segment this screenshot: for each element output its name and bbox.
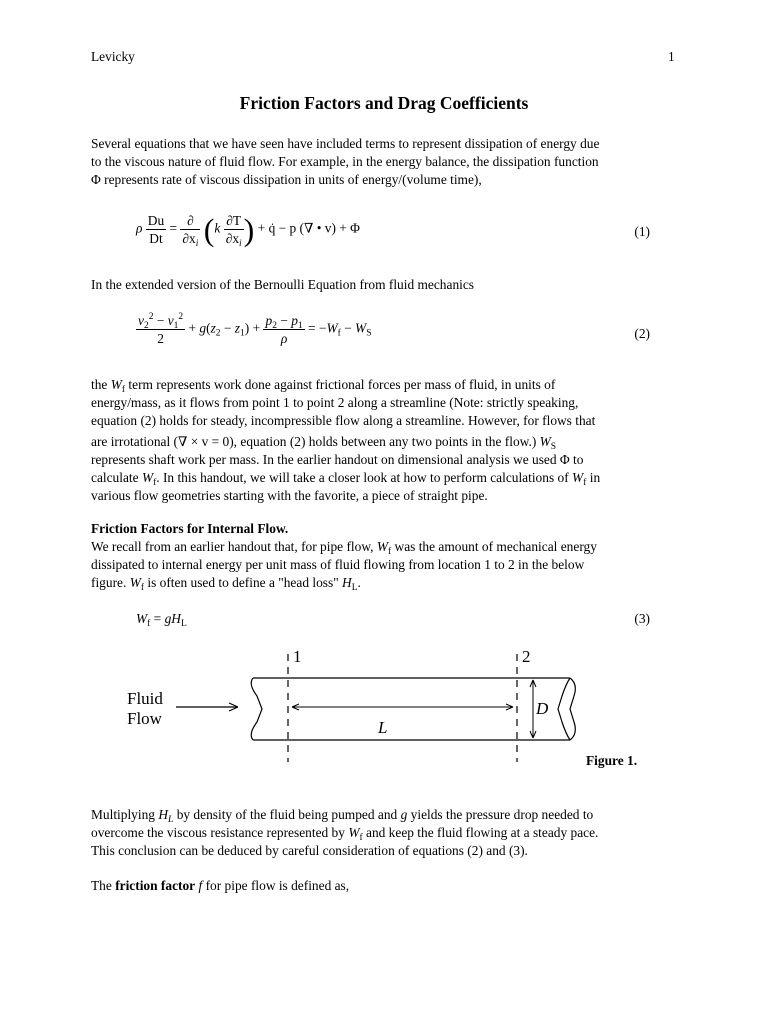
- internal-flow-paragraph: We recall from an earlier handout that, for pipe flow, $W_f$ was the amount of mechanical energy dissipated to internal energy per unit mass of fluid flowing from location 1 to 2 in the below figure. $W_f$ is often used to define a "head loss" $H_L$.: [91, 538, 681, 592]
- eq1-d-den: ∂x: [182, 231, 196, 246]
- if-line-1b: was the amount of mechanical energy: [394, 539, 597, 554]
- intro-line-3: Φ represents rate of viscous dissipation in units of energy/(volume time),: [91, 172, 482, 187]
- ff-pre: The: [91, 878, 112, 893]
- intro-paragraph: [91, 135, 681, 189]
- ff-bold-term: friction factor: [115, 878, 196, 893]
- page-number: 1: [668, 49, 675, 64]
- ff-variable: f: [198, 878, 203, 893]
- wf-line-4: are irrotational (∇ × v = 0), equation (2) holds between any two points in the flow.): [91, 434, 537, 449]
- equation-2-number: (2): [634, 326, 650, 341]
- equation-2: $\frac{v_2^2 - v_1^2}{2}$ + $g(z_2 - z_1)$ + $\frac{p_2 - p_1}{\rho}$ = $-W_f - W_S$: [138, 312, 372, 346]
- eq1-lhs-den: Dt: [149, 231, 163, 246]
- wf-paragraph: the $W_f$ term represents work done against frictional forces per mass of fluid, in units of energy/mass, as it flows from point 1 to point 2 along a streamline (Note: strictly speaking, equation (2) holds for steady, incompressible flow along a streamline. However, for flows that are irrotational (∇ × v = 0), equation (2) holds between any two points in the flow.) $W_S$ represents shaft work per mass. In the earlier handout on dimensional analysis we used Φ to calculate $W_f$. In this handout, we will take a closer look at how to perform calculations of $W_f$ in various flow geometries starting with the favorite, a piece of straight pipe.: [91, 376, 681, 505]
- figure-caption: Figure 1.: [586, 753, 638, 768]
- intro-line-2: to the viscous nature of fluid flow. For example, in the energy balance, the dissipation function: [91, 154, 599, 169]
- section-heading: Friction Factors for Internal Flow.: [91, 521, 289, 536]
- wf-line-3: equation (2) holds for steady, incompressible flow along a streamline. However, for flows that: [91, 413, 596, 428]
- pipe-left-cut: [251, 678, 262, 740]
- wf-line-5: represents shaft work per mass. In the earlier handout on dimensional analysis we used Φ to: [91, 452, 584, 467]
- diameter-label: D: [536, 699, 549, 718]
- mp-line-2b: and keep the fluid flowing at a steady pace.: [366, 825, 599, 840]
- point-1-label: 1: [293, 647, 302, 666]
- mp-line-1c: yields the pressure drop needed to: [410, 807, 594, 822]
- eq1-rest: + q̇ − p (∇ • v) + Φ: [257, 220, 360, 236]
- intro-line-1: Several equations that we have seen have included terms to represent dissipation of energy due: [91, 136, 600, 151]
- equation-3: $W_f = gH_L$: [136, 611, 187, 629]
- wf-line-6c: in: [589, 470, 601, 485]
- if-line-3b: is often used to define a "head loss": [147, 575, 339, 590]
- pipe-figure: [118, 640, 598, 770]
- equation-1-number: (1): [634, 224, 650, 239]
- eq1-d-num: ∂: [180, 212, 200, 230]
- friction-factor-line: [91, 877, 681, 895]
- if-line-2: dissipated to internal energy per unit mass of fluid flowing from location 1 to 2 in the below: [91, 557, 585, 572]
- mp-line-2a: overcome the viscous resistance represented by: [91, 825, 345, 840]
- running-header-author: Levicky: [91, 49, 135, 64]
- wf-line-6b: . In this handout, we will take a closer look at how to perform calculations of: [156, 470, 569, 485]
- document-title: Friction Factors and Drag Coefficients: [239, 93, 529, 113]
- wf-line-2: energy/mass, as it flows from point 1 to point 2 along a streamline (Note: strictly speaking,: [91, 395, 579, 410]
- ff-post: for pipe flow is defined as,: [205, 878, 350, 893]
- fluid-label: Fluid: [127, 689, 163, 708]
- wf-line-1: term represents work done against frictional forces per mass of fluid, in units of: [128, 377, 556, 392]
- flow-label: Flow: [127, 709, 162, 728]
- mp-line-1a: Multiplying: [91, 807, 155, 822]
- equation-3-number: (3): [634, 611, 650, 626]
- if-line-1a: We recall from an earlier handout that, for pipe flow,: [91, 539, 374, 554]
- pipe-right-cut-a: [558, 678, 570, 740]
- mp-line-1b: by density of the fluid being pumped and: [176, 807, 398, 822]
- wf-line-7: various flow geometries starting with the favorite, a piece of straight pipe.: [91, 488, 488, 503]
- length-label: L: [378, 718, 388, 737]
- pipe-right-cut-b: [570, 678, 575, 740]
- bernoulli-intro: In the extended version of the Bernoulli Equation from fluid mechanics: [91, 277, 475, 292]
- mp-line-3: This conclusion can be deduced by careful consideration of equations (2) and (3).: [91, 843, 528, 858]
- equation-1: ρ $\frac{Du}{Dt}$ = $\frac{\partial}{\partial x_i}$ (k $\frac{\partial T}{\partial x_i}$ ) + q̇ − p (∇ • v) + Φ: [136, 211, 360, 249]
- if-line-3a: figure.: [91, 575, 127, 590]
- wf-line-6a: calculate: [91, 470, 139, 485]
- eq1-lhs-num: Du: [147, 213, 165, 228]
- eq1-dT-num: ∂T: [224, 212, 244, 230]
- eq1-dT-den: ∂x: [225, 231, 240, 246]
- multiplying-paragraph: Multiplying $H_L$ by density of the fluid being pumped and g yields the pressure drop needed to overcome the viscous resistance represented by $W_f$ and keep the fluid flowing at a steady pace. This conclusion can be deduced by careful consideration of equations (2) and (3).: [91, 806, 681, 860]
- point-2-label: 2: [522, 647, 531, 666]
